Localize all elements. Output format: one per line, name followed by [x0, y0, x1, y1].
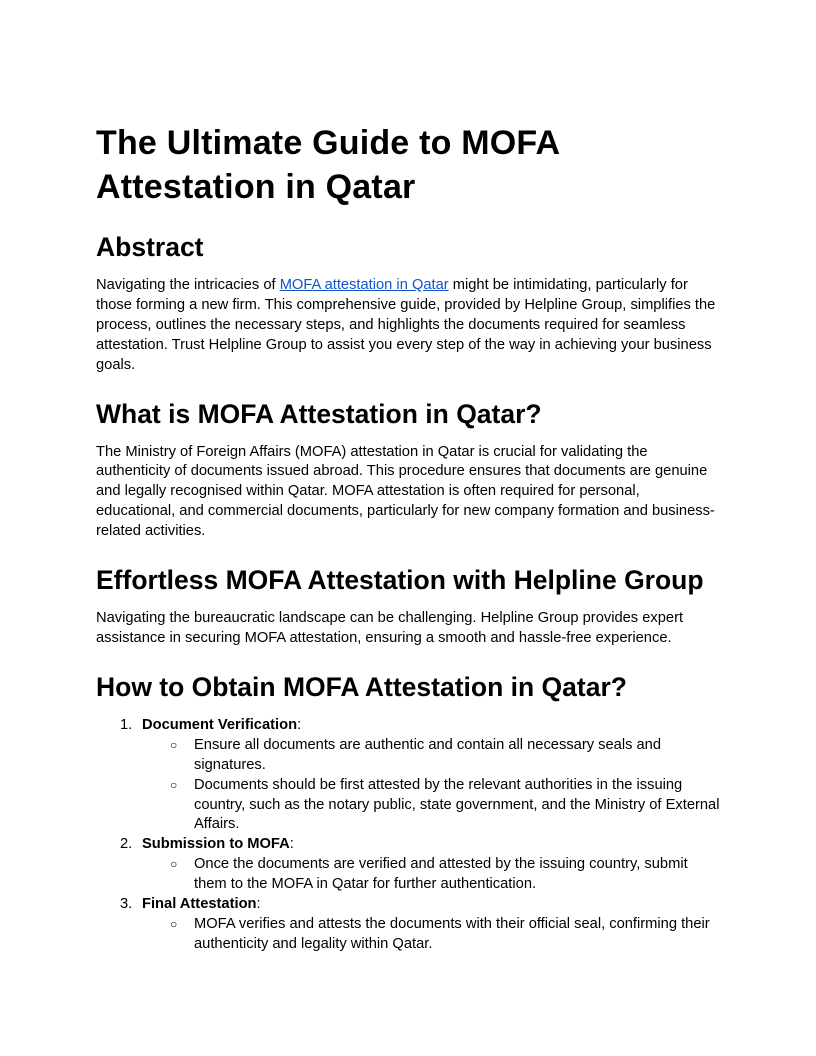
step-2-substep-1-text: Once the documents are verified and attested by the issuing country, submit them to the MOFA in Qatar for further authentication. [194, 856, 688, 893]
circle-bullet-icon: ○ [170, 777, 178, 792]
step-1-colon: : [297, 716, 302, 733]
circle-bullet-icon: ○ [170, 737, 178, 752]
list-item [168, 776, 720, 836]
step-1-substep-1-text: Ensure all documents are authentic and contain all necessary seals and signatures. [194, 736, 662, 773]
heading-effortless: Effortless MOFA Attestation with Helpline Group [96, 565, 704, 596]
step-3-label: Final Attestation [142, 896, 257, 913]
step-3-heading [120, 895, 720, 915]
what-is-mofa-paragraph: The Ministry of Foreign Affairs (MOFA) attestation in Qatar is crucial for validating the authenticity of documents issued abroad. This procedure ensures that documents are genuine and legally recognised within Qatar. MOFA attestation is often required for personal, educational, and commercial documents, particularly for new company formation and business-related activities. [96, 443, 715, 540]
heading-what-is-mofa: What is MOFA Attestation in Qatar? [96, 398, 542, 429]
step-2-number: 2. [120, 836, 133, 853]
step-2-heading [120, 835, 720, 855]
heading-how-to-obtain: How to Obtain MOFA Attestation in Qatar? [96, 671, 627, 702]
step-2-colon: : [289, 836, 294, 853]
step-1-label-wrap [142, 716, 301, 736]
list-item [96, 895, 720, 955]
list-item [168, 855, 720, 895]
abstract-paragraph [96, 276, 720, 376]
step-1-label: Document Verification [142, 716, 298, 733]
list-item [96, 716, 720, 835]
mofa-attestation-link[interactable]: MOFA attestation in Qatar [279, 277, 449, 293]
step-1-number: 1. [120, 716, 133, 733]
how-to-steps-list [96, 716, 720, 955]
step-2-label-wrap [142, 835, 294, 855]
list-item [96, 835, 720, 895]
step-1-heading [120, 716, 720, 736]
list-item [168, 736, 720, 776]
abstract-text-before-link: Navigating the intricacies of [96, 277, 280, 293]
abstract-text-after-link: might be intimidating, particularly for those forming a new firm. This comprehensive guide, provided by Helpline Group, simplifies the process, outlines the necessary steps, and highlights the documents required for seamless attestation. Trust Helpline Group to assist you every step of the way in achieving your business goals. [96, 277, 716, 373]
step-3-colon: : [256, 896, 261, 913]
step-3-label-wrap [142, 895, 261, 915]
step-1-substep-2-text: Documents should be first attested by the relevant authorities in the issuing country, such as the notary public, state government, and the Ministry of External Affairs. [194, 776, 720, 833]
effortless-paragraph: Navigating the bureaucratic landscape can be challenging. Helpline Group provides expert assistance in securing MOFA attestation, ensuring a smooth and hassle-free experience. [96, 610, 684, 646]
document-title: The Ultimate Guide to MOFA Attestation in Qatar [96, 124, 559, 206]
step-3-number: 3. [120, 896, 133, 913]
step-2-label: Submission to MOFA [142, 836, 290, 853]
step-3-substep-1-text: MOFA verifies and attests the documents with their official seal, confirming their authenticity and legality within Qatar. [194, 915, 710, 952]
circle-bullet-icon: ○ [170, 916, 178, 931]
circle-bullet-icon: ○ [170, 857, 178, 872]
list-item [168, 915, 720, 955]
heading-abstract: Abstract [96, 232, 204, 262]
